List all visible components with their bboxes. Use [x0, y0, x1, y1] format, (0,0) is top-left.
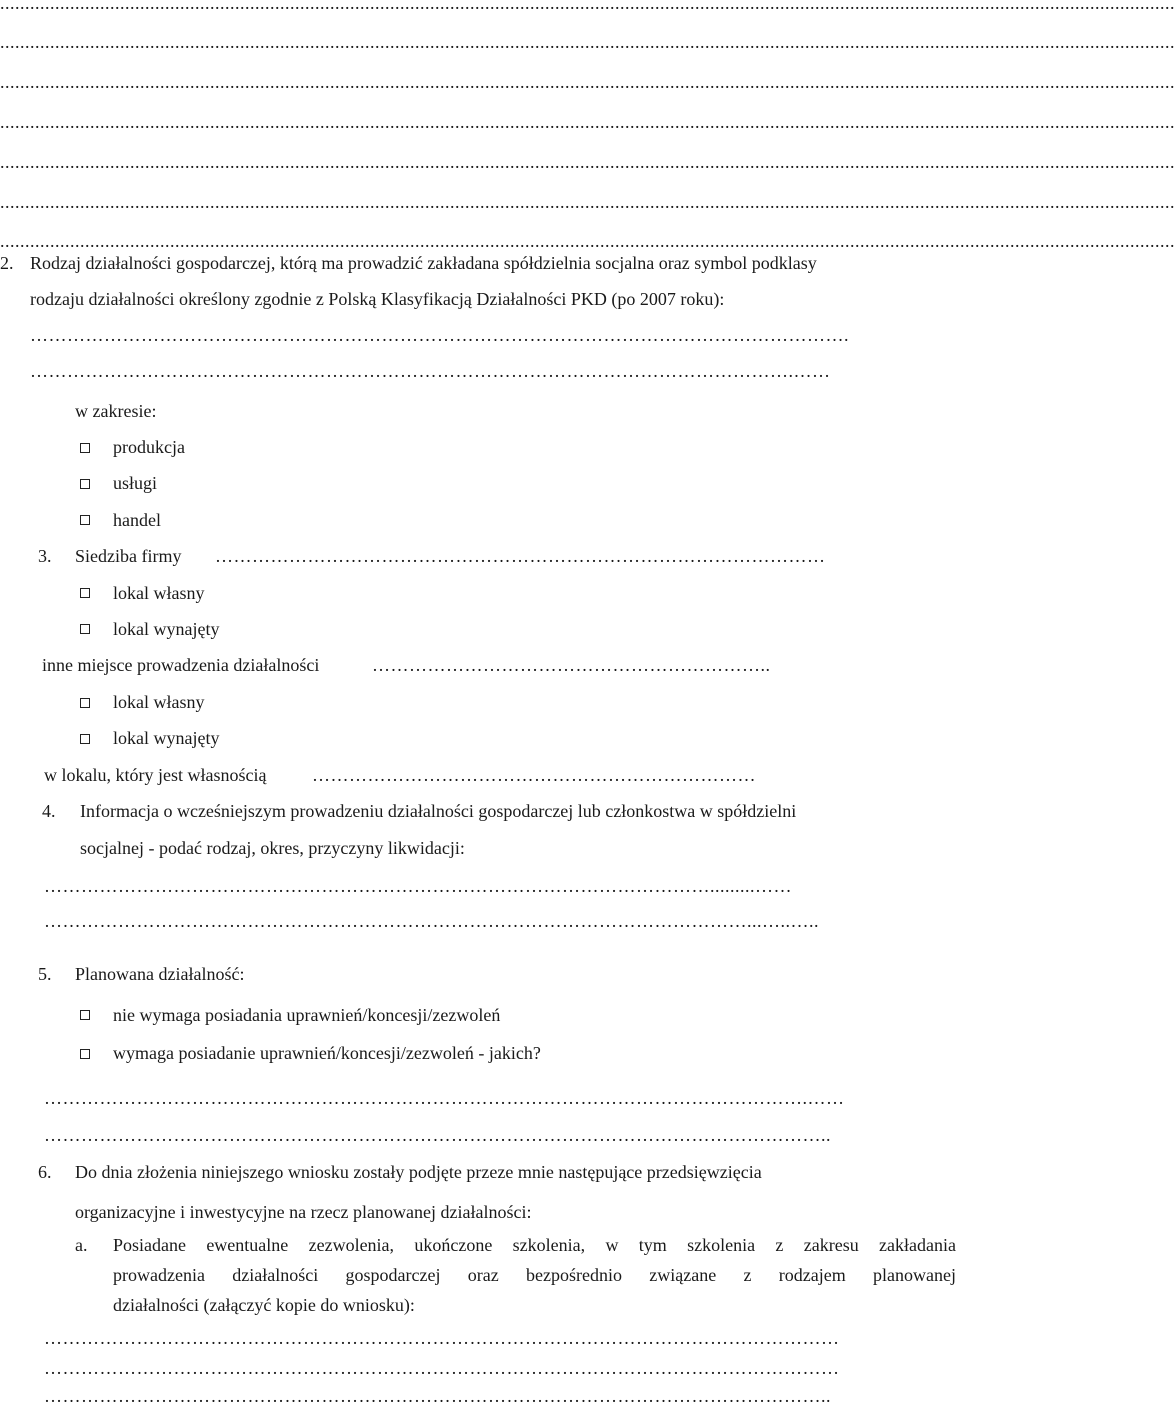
dot-line-3: ........................................................................................................................................................................................................................................... — [0, 72, 1175, 92]
checkbox-uslugi[interactable] — [80, 479, 90, 489]
item-a-letter: a. — [75, 1235, 88, 1255]
section-4-line-1: Informacja o wcześniejszym prowadzeniu działalności gospodarczej lub członkostwa w spółdzielni — [80, 801, 797, 821]
section-4-fill-2[interactable]: ……………………………………………………………………………………………………...…..….. — [44, 911, 819, 931]
section-6-fill-1[interactable]: ………………………………………………………………………………………………………………… — [44, 1328, 840, 1348]
section-6-line-1: Do dnia złożenia niniejszego wniosku zostały podjęte przeze mnie następujące przedsięwzięcia — [75, 1162, 762, 1182]
other-place-fill[interactable]: ……………………………………………………….. — [372, 655, 771, 675]
dot-line-2: ........................................................................................................................................................................................................................................... — [0, 32, 1175, 52]
dot-line-6: ........................................................................................................................................................................................................................................... — [0, 192, 1175, 212]
section-2-number: 2. — [0, 253, 14, 273]
section-2-line-2: rodzaju działalności określony zgodnie z Polską Klasyfikacją Działalności PKD (po 2007 roku): — [30, 289, 725, 309]
other-place-label: inne miejsce prowadzenia działalności — [42, 655, 320, 675]
owned-by-fill[interactable]: ……………………………………………………………… — [312, 765, 756, 785]
option-handel-label: handel — [113, 510, 161, 530]
section-5-fill-1[interactable]: …………………………………………………………………………………………………………….…… — [44, 1088, 845, 1108]
option-produkcja-label: produkcja — [113, 437, 185, 457]
checkbox-produkcja[interactable] — [80, 443, 90, 453]
option-uslugi-label: usługi — [113, 473, 158, 493]
section-3-label: Siedziba firmy — [75, 546, 182, 566]
option-no-permits-label: nie wymaga posiadania uprawnień/koncesji/zezwoleń — [113, 1005, 501, 1025]
option-lokal-wlasny-label: lokal własny — [113, 583, 205, 603]
section-3-number: 3. — [38, 546, 52, 566]
item-a-line-2: prowadzenia działalności gospodarczej oraz bezpośrednio związane z rodzajem planowanej — [113, 1265, 956, 1285]
dot-line-5: ........................................................................................................................................................................................................................................... — [0, 152, 1175, 172]
dot-line-7: ........................................................................................................................................................................................................................................... — [0, 231, 1175, 251]
section-6-fill-3[interactable]: ……………………………………………………………………………………………………………….. — [44, 1386, 831, 1406]
dot-line-4: ........................................................................................................................................................................................................................................... — [0, 112, 1175, 132]
scope-label: w zakresie: — [75, 401, 157, 421]
checkbox-other-lokal-wlasny[interactable] — [80, 698, 90, 708]
option-other-lokal-wynajety-label: lokal wynajęty — [113, 728, 220, 748]
section-4-line-2: socjalnej - podać rodzaj, okres, przyczyny likwidacji: — [80, 838, 465, 858]
checkbox-lokal-wynajety[interactable] — [80, 624, 90, 634]
option-other-lokal-wlasny-label: lokal własny — [113, 692, 205, 712]
section-3-fill[interactable]: ……………………………………………………………………………………… — [215, 546, 826, 566]
section-6-number: 6. — [38, 1162, 52, 1182]
section-5-number: 5. — [38, 964, 52, 984]
item-a-line-1: Posiadane ewentualne zezwolenia, ukończone szkolenia, w tym szkolenia z zakresu zakładania — [113, 1235, 956, 1255]
section-6-line-2: organizacyjne i inwestycyjne na rzecz planowanej działalności: — [75, 1202, 532, 1222]
checkbox-no-permits[interactable] — [80, 1010, 90, 1020]
checkbox-permits-required[interactable] — [80, 1049, 90, 1059]
section-2-fill-2[interactable]: …………………………………………………………………………………………………………….…… — [30, 361, 831, 381]
dot-line-1: ........................................................................................................................................................................................................................................... — [0, 0, 1175, 13]
section-5-label: Planowana działalność: — [75, 964, 245, 984]
option-permits-required-label: wymaga posiadanie uprawnień/koncesji/zezwoleń - jakich? — [113, 1043, 541, 1063]
section-4-number: 4. — [42, 801, 56, 821]
option-lokal-wynajety-label: lokal wynajęty — [113, 619, 220, 639]
section-2-line-1: Rodzaj działalności gospodarczej, którą ma prowadzić zakładana spółdzielnia socjalna oraz symbol podklasy — [30, 253, 817, 273]
item-a-line-3: działalności (załączyć kopie do wniosku): — [113, 1295, 415, 1315]
checkbox-lokal-wlasny[interactable] — [80, 588, 90, 598]
checkbox-handel[interactable] — [80, 515, 90, 525]
section-6-fill-2[interactable]: ………………………………………………………………………………………………………………… — [44, 1358, 840, 1378]
section-4-fill-1[interactable]: ……………………………………………………………………………………………….........…… — [44, 876, 792, 896]
section-5-fill-2[interactable]: ……………………………………………………………………………………………………………….. — [44, 1125, 831, 1145]
owned-by-label: w lokalu, który jest własnością — [44, 765, 267, 785]
checkbox-other-lokal-wynajety[interactable] — [80, 734, 90, 744]
section-2-fill-1[interactable]: ……………………………………………………………………………………………………………………. — [30, 325, 849, 345]
